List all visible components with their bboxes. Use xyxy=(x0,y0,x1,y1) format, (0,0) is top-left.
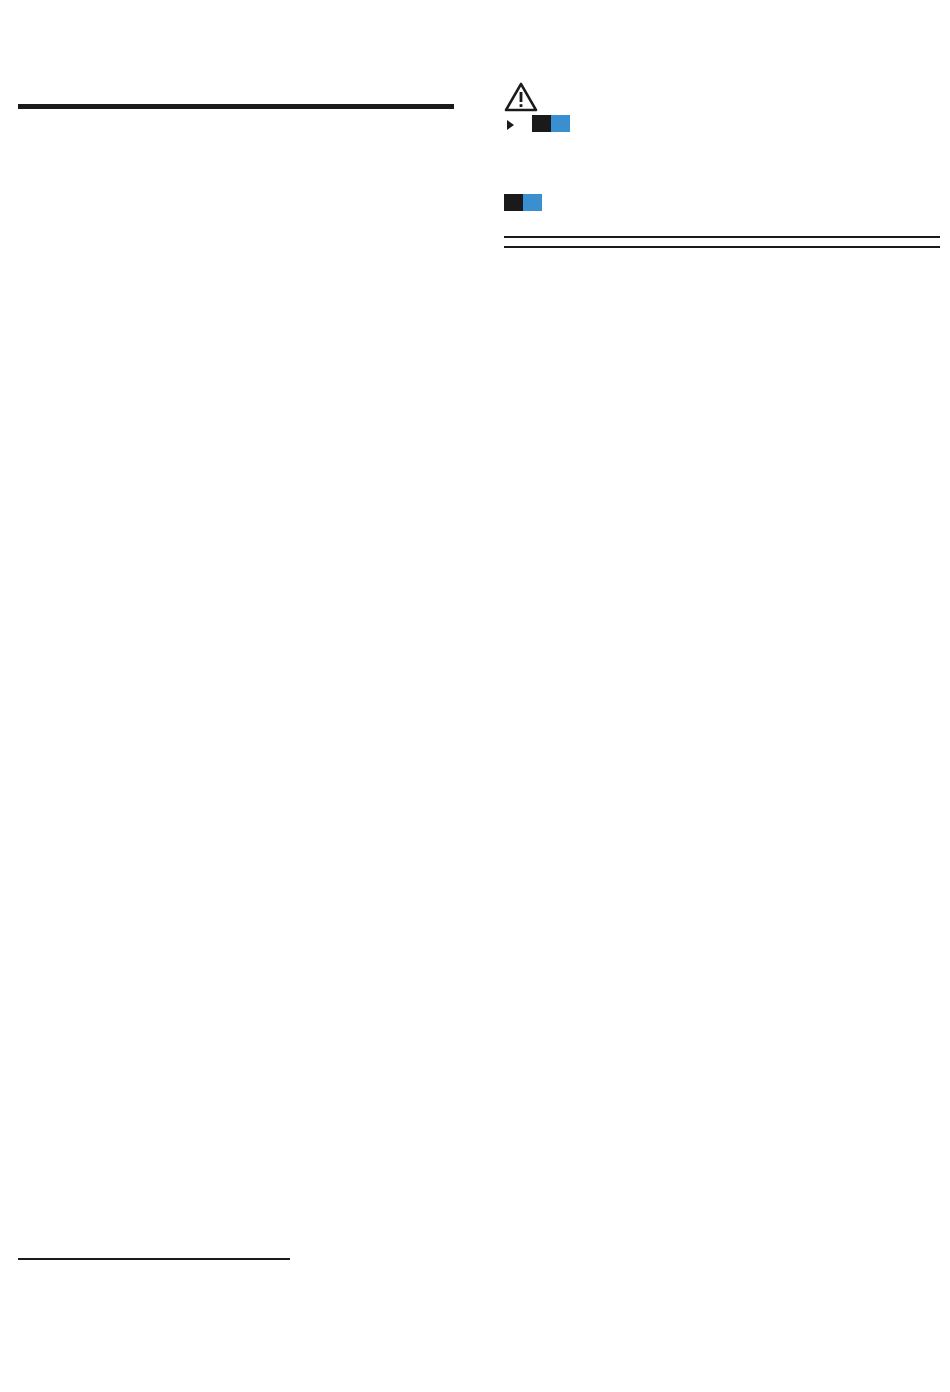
instruction-item xyxy=(504,112,940,139)
warning-instructions xyxy=(504,112,940,139)
left-column xyxy=(18,56,454,183)
climate-class-table xyxy=(504,236,940,248)
table-header-row xyxy=(504,237,940,247)
arrow-bullet-icon xyxy=(507,120,514,130)
complaint-paragraph xyxy=(18,147,454,174)
chapter-rule xyxy=(18,104,454,109)
column-header-ambient-temperature xyxy=(657,237,940,247)
figure-1-badge[interactable] xyxy=(532,115,551,132)
footnote-2 xyxy=(18,1320,46,1347)
right-column xyxy=(504,56,940,260)
footnote-1 xyxy=(18,1275,46,1302)
warning-heading xyxy=(504,82,940,112)
figure-reference-link[interactable] xyxy=(532,112,570,138)
figure-1-badge[interactable] xyxy=(504,194,523,211)
column-header-climate-class xyxy=(504,237,657,247)
ambient-temperature-paragraph xyxy=(504,165,940,218)
footnote-rule xyxy=(18,1258,290,1260)
figure-reference-link[interactable] xyxy=(504,191,542,217)
running-header xyxy=(920,8,938,32)
figure-3-badge[interactable] xyxy=(523,194,542,211)
figure-3-badge[interactable] xyxy=(551,115,570,132)
warning-triangle-icon xyxy=(504,82,538,112)
